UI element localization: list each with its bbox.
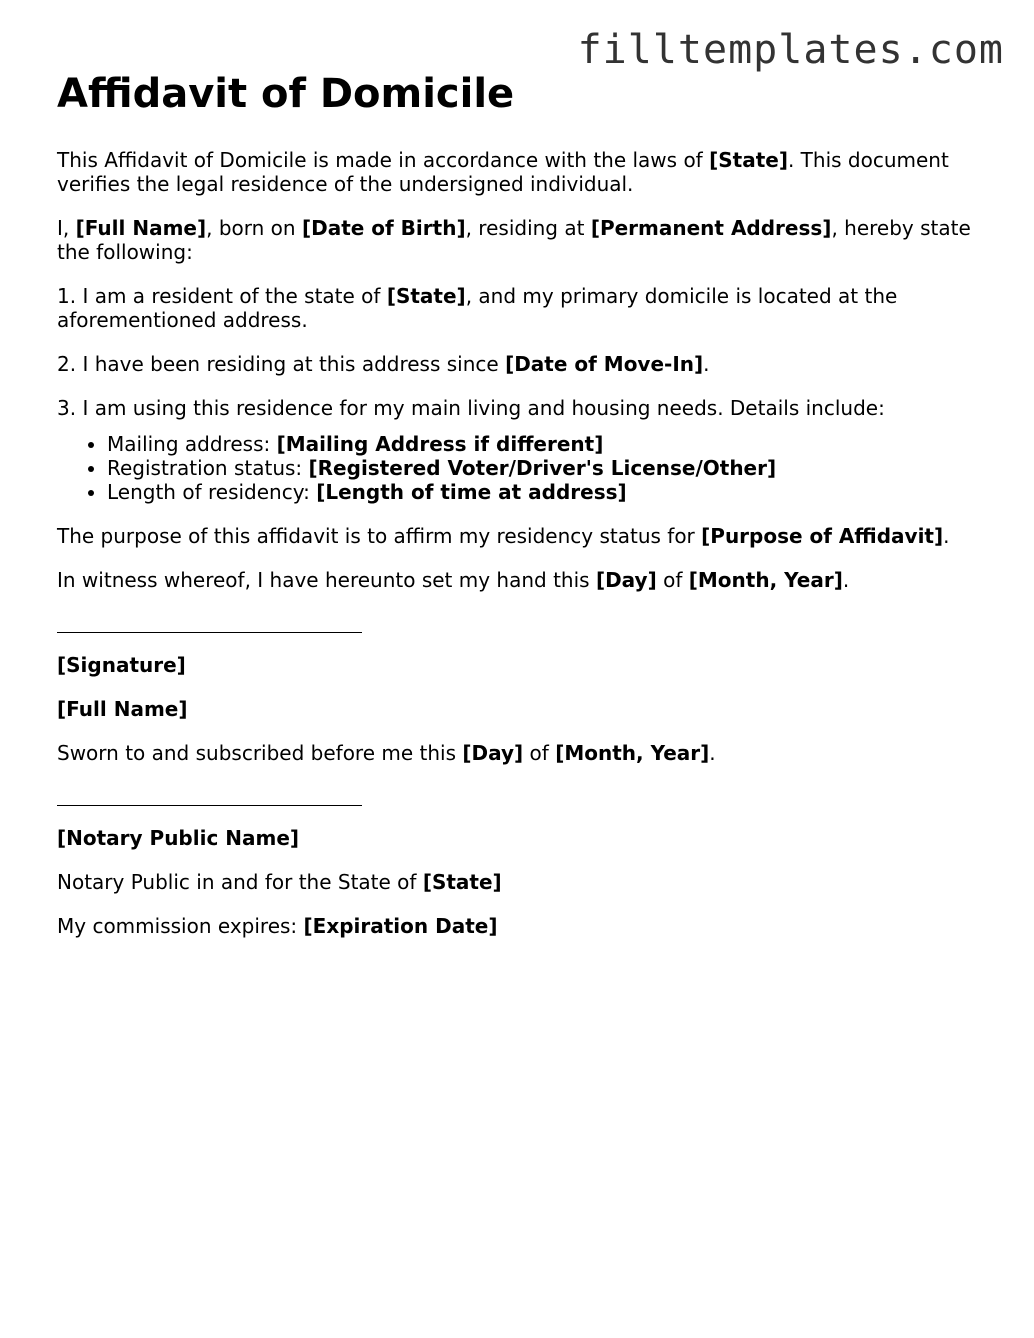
commission-expires — [57, 914, 987, 938]
detail-value: [Length of time at address] — [316, 480, 627, 504]
details-list — [57, 432, 987, 504]
move-in-date-placeholder: [Date of Move-In] — [505, 352, 704, 376]
witness-text: of — [656, 568, 689, 592]
day-placeholder: [Day] — [462, 741, 524, 765]
notary-signature-line — [57, 785, 362, 806]
notary-state — [57, 870, 987, 894]
detail-label: Registration status: — [107, 456, 309, 480]
detail-value: [Registered Voter/Driver's License/Other] — [308, 456, 777, 480]
month-year-placeholder: [Month, Year] — [555, 741, 710, 765]
intro-text: This Affidavit of Domicile is made in accordance with the laws of — [57, 148, 710, 172]
dob-placeholder: [Date of Birth] — [301, 216, 466, 240]
notary-state-text: Notary Public in and for the State of — [57, 870, 423, 894]
list-item — [107, 456, 987, 480]
sworn-text-end: . — [709, 741, 716, 765]
watermark: filltemplates.com — [577, 27, 1004, 73]
statement-2-text-end: . — [703, 352, 710, 376]
state-placeholder: [State] — [386, 284, 466, 308]
declaration-text: I, — [57, 216, 76, 240]
purpose-placeholder: [Purpose of Affidavit] — [701, 524, 944, 548]
address-placeholder: [Permanent Address] — [590, 216, 832, 240]
sworn-text: Sworn to and subscribed before me this — [57, 741, 463, 765]
state-placeholder: [State] — [709, 148, 788, 172]
witness-text-end: . — [842, 568, 850, 592]
day-placeholder: [Day] — [595, 568, 657, 592]
detail-label: Mailing address: — [107, 432, 277, 456]
statement-2-text: 2. I have been residing at this address since — [57, 352, 506, 376]
detail-value: [Mailing Address if different] — [276, 432, 604, 456]
detail-label: Length of residency: — [107, 480, 317, 504]
signature-placeholder: [Signature] — [57, 653, 186, 677]
full-name-placeholder: [Full Name] — [57, 697, 188, 721]
notary-name-placeholder: [Notary Public Name] — [57, 826, 300, 850]
sworn-text: of — [523, 741, 556, 765]
statement-1-text: 1. I am a resident of the state of — [57, 284, 387, 308]
document-body — [57, 70, 987, 958]
expiration-date-placeholder: [Expiration Date] — [303, 914, 498, 938]
statement-3: 3. I am using this residence for my main living and housing needs. Details include: — [57, 396, 885, 420]
statement-1 — [57, 284, 987, 332]
full-name-placeholder: [Full Name] — [75, 216, 207, 240]
witness-paragraph — [57, 568, 987, 592]
signer-name — [57, 697, 987, 721]
declaration-text: , residing at — [465, 216, 591, 240]
state-placeholder: [State] — [422, 870, 502, 894]
purpose-text: The purpose of this affidavit is to affirm my residency status for — [57, 524, 702, 548]
list-item — [107, 480, 987, 504]
signature-line — [57, 612, 362, 633]
declaration-paragraph — [57, 216, 987, 264]
purpose-text-end: . — [943, 524, 950, 548]
notary-name — [57, 826, 987, 850]
statement-2 — [57, 352, 987, 376]
purpose-paragraph — [57, 524, 987, 548]
witness-text: In witness whereof, I have hereunto set my hand this — [57, 568, 596, 592]
sworn-paragraph — [57, 741, 987, 765]
commission-expires-text: My commission expires: — [57, 914, 304, 938]
statement-1-text-end: , and my primary domicile is located at the aforementioned address. — [57, 284, 898, 332]
signature-label — [57, 653, 987, 677]
declaration-text: , born on — [206, 216, 302, 240]
list-item — [107, 432, 987, 456]
intro-text-end: . This document verifies the legal residence of the undersigned individual. — [57, 148, 949, 196]
intro-paragraph — [57, 148, 987, 196]
document-title: Affidavit of Domicile — [57, 71, 515, 117]
month-year-placeholder: [Month, Year] — [688, 568, 843, 592]
declaration-text-end: , hereby state the following: — [57, 216, 971, 264]
